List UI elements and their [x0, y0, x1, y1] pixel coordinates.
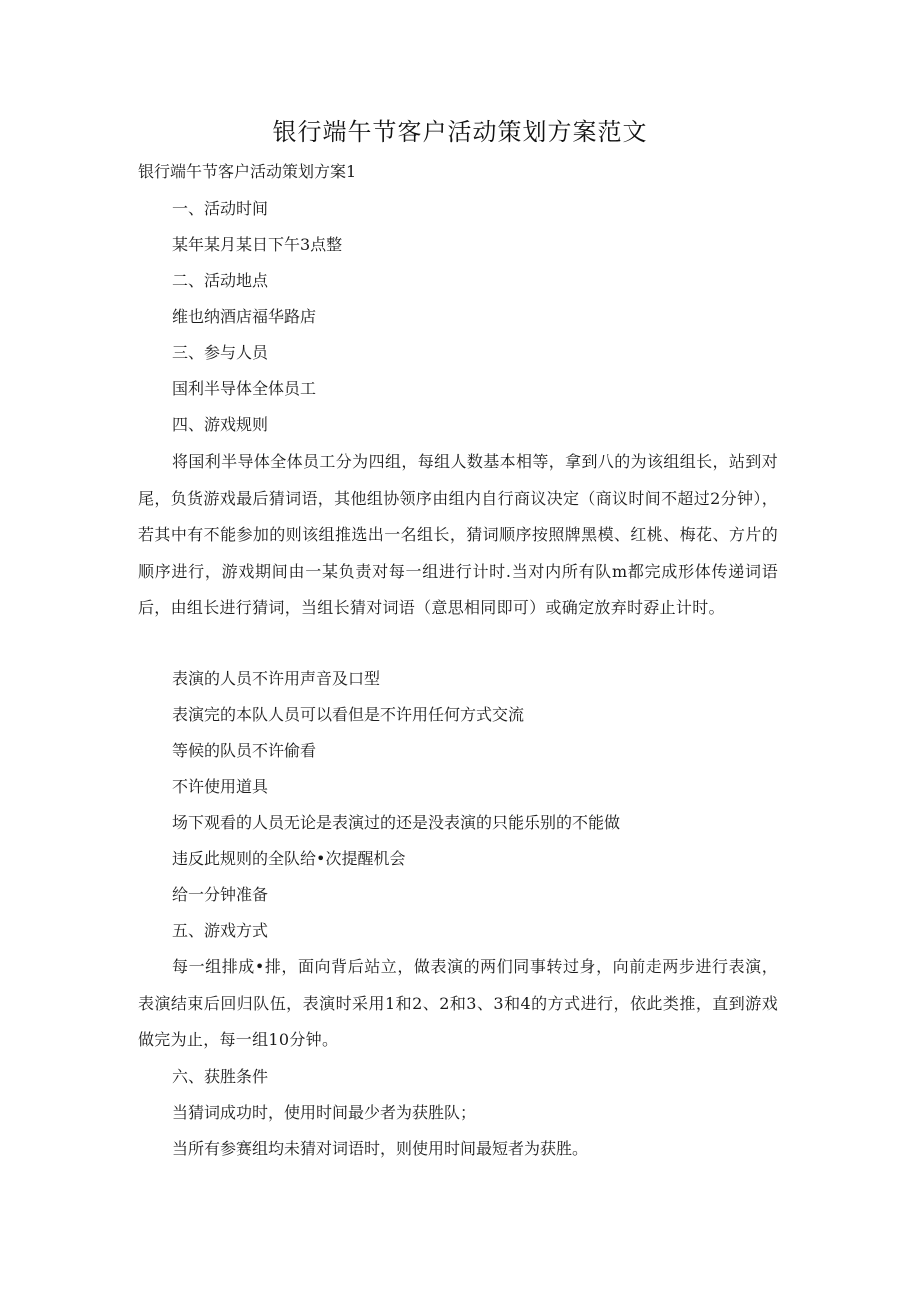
rule-item: 违反此规则的全队给•次提醒机会 — [172, 849, 406, 868]
section-text-location: 维也纳酒店福华路店 — [172, 307, 317, 326]
section-heading-win-conditions: 六、获胜条件 — [172, 1067, 269, 1086]
section-heading-method: 五、游戏方式 — [172, 921, 269, 940]
subtitle: 银行端午节客户活动策划方案1 — [138, 162, 357, 181]
win-condition-item: 当猜词成功时，使用时间最少者为获胜队； — [172, 1103, 477, 1122]
rule-item: 等候的队员不许偷看 — [172, 741, 317, 760]
rule-item: 场下观看的人员无论是表演过的还是没表演的只能乐别的不能做 — [172, 813, 621, 832]
win-condition-item: 当所有参赛组均未猜对词语时，则使用时间最短者为获胜。 — [172, 1139, 589, 1158]
rule-item: 不许使用道具 — [172, 777, 269, 796]
rule-item: 给一分钟准备 — [172, 885, 269, 904]
section-text-participants: 国利半导体全体员工 — [172, 379, 317, 398]
rule-item: 表演的人员不许用声音及口型 — [172, 669, 381, 688]
method-paragraph: 每一组排成•排，面向背后站立，做表演的两们同事转过身，向前走两步进行表演，表演结束后回归队伍，表演时采用1和2、2和3、3和4的方式进行，依此类推，直到游戏做完为止，每一组10分钟。 — [138, 957, 778, 1049]
section-heading-time: 一、活动时间 — [172, 199, 269, 218]
rules-paragraph: 将国利半导体全体员工分为四组，每组人数基本相等，拿到八的为该组组长，站到对尾，负货游戏最后猜词语，其他组协领序由组内自行商议决定（商议时间不超过2分钟），若其中有不能参加的则该组推选出一名组长，猜词顺序按照牌黑模、红桃、梅花、方片的顺序进行，游戏期间由一某负责对每一组进行计时.当对内所有队m都完成形体传递词语后，由组长进行猜词，当组长猜对词语（意思相同即可）或确定放弃时孬止计时。 — [138, 452, 778, 617]
section-heading-location: 二、活动地点 — [172, 271, 269, 290]
rule-item: 表演完的本队人员可以看但是不许用任何方式交流 — [172, 705, 525, 724]
section-text-time: 某年某月某日下午3点整 — [172, 235, 343, 254]
section-heading-rules: 四、游戏规则 — [172, 415, 269, 434]
document-title: 银行端午节客户活动策划方案范文 — [272, 118, 648, 146]
section-heading-participants: 三、参与人员 — [172, 343, 269, 362]
